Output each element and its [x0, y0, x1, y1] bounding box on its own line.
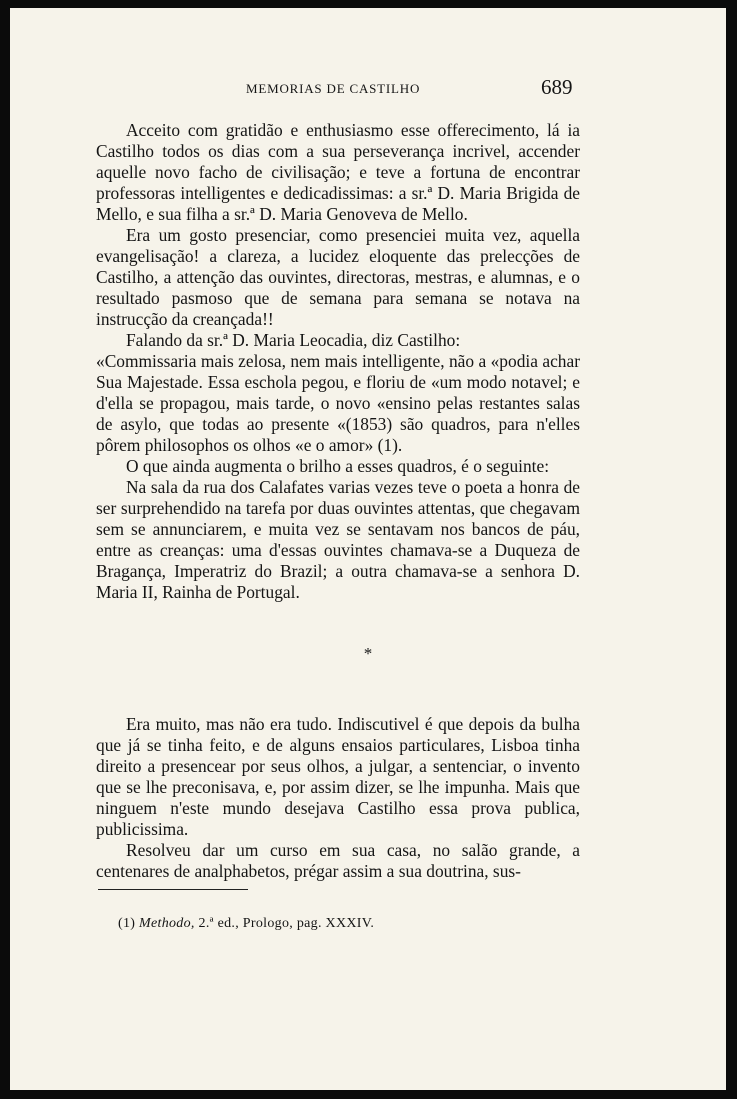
- running-header: [10, 75, 726, 105]
- paragraph: O que ainda augmenta o brilho a esses quadros, é o seguinte:: [126, 456, 550, 476]
- second-text-block: [96, 714, 580, 882]
- paragraph: Era um gosto presenciar, como presenciei muita vez, aquella evangelisação! a clareza, a lucidez eloquente das prelecções de Castilho, a attenção das ouvintes, directoras, mestras, e alumnas, e o resultado pasmoso que de semana para semana se notava na instrucção da creançada!!: [96, 225, 580, 329]
- running-title: MEMORIAS DE CASTILHO: [246, 81, 421, 96]
- paragraph: Falando da sr.ª D. Maria Leocadia, diz Castilho:: [126, 330, 461, 350]
- footnote: [118, 916, 374, 932]
- main-text-block: [96, 120, 580, 603]
- quotation-paragraph: «Commissaria mais zelosa, nem mais intelligente, não a «podia achar Sua Majestade. Essa eschola pegou, e floriu de «um modo notavel; e d'ella se propagou, mais tarde, o novo «ensino pelas restantes salas de asylo, que todas ao presente «(1853) são quadros, para n'elles pôrem philosophos os olhos «e o amor» (1).: [96, 351, 580, 455]
- paragraph: Acceito com gratidão e enthusiasmo esse offerecimento, lá ia Castilho todos os dias com a sua perseverança incrivel, accender aquelle novo facho de civilisação; e teve a fortuna de encontrar professoras intelligentes e dedicadissimas: a sr.ª D. Maria Brigida de Mello, e sua filha a sr.ª D. Maria Genoveva de Mello.: [96, 120, 580, 224]
- footnote-marker: (1): [118, 916, 136, 931]
- footnote-title: Methodo,: [139, 916, 195, 931]
- paragraph: Era muito, mas não era tudo. Indiscutivel é que depois da bulha que já se tinha feito, e de alguns ensaios particulares, Lisboa tinha direito a presencear por seus olhos, a julgar, a sentenciar, o invento que se lhe preconisava, e, por assim dizer, se lhe impunha. Mais que ninguem n'este mundo desejava Castilho essa prova publica, publicissima.: [96, 714, 580, 839]
- footnote-rule: [98, 889, 248, 890]
- page-number: 689: [541, 75, 573, 99]
- paragraph: Na sala da rua dos Calafates varias vezes teve o poeta a honra de ser surprehendido na tarefa por duas ouvintes attentas, que chegavam sem se annunciarem, e muita vez se sentavam nos bancos de páu, entre as creanças: uma d'essas ouvintes chamava-se a Duqueza de Bragança, Imperatriz do Brazil; a outra chamava-se a senhora D. Maria II, Rainha de Portugal.: [96, 477, 580, 602]
- footnote-text: 2.ª ed., Prologo, pag. XXXIV.: [198, 916, 375, 931]
- paragraph: Resolveu dar um curso em sua casa, no salão grande, a centenares de analphabetos, prégar assim a sua doutrina, sus-: [96, 840, 580, 881]
- section-separator: *: [363, 644, 373, 663]
- book-page: [10, 8, 726, 1090]
